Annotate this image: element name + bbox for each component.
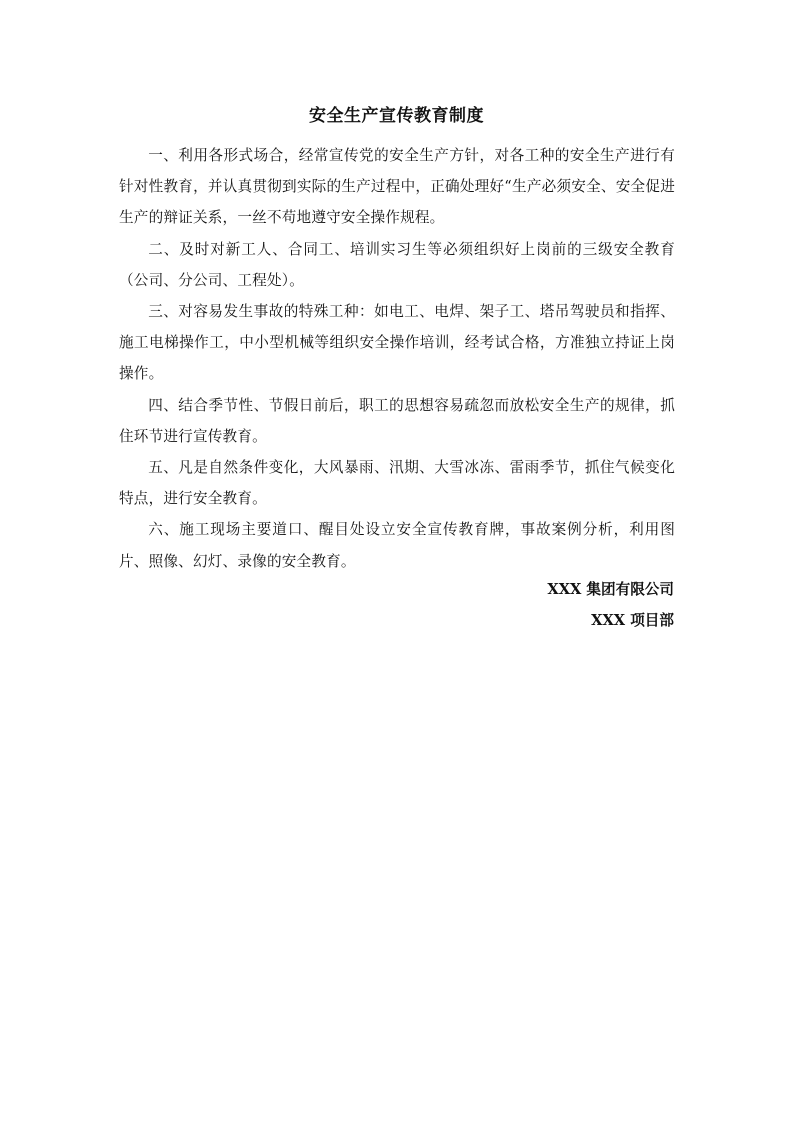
paragraph-2: 二、及时对新工人、合同工、培训实习生等必须组织好上岗前的三级安全教育（公司、分公司、工程处）。 — [119, 240, 675, 289]
paragraph-4: 四、结合季节性、节假日前后，职工的思想容易疏忽而放松安全生产的规律，抓住环节进行宣传教育。 — [119, 396, 675, 445]
document-title: 安全生产宣传教育制度 — [309, 106, 484, 126]
paragraph-6: 六、施工现场主要道口、醒目处设立安全宣传教育牌，事故案例分析，利用图片、照像、幻灯、录像的安全教育。 — [119, 521, 675, 570]
paragraph-1: 一、利用各形式场合，经常宣传党的安全生产方针，对各工种的安全生产进行有针对性教育，并认真贯彻到实际的生产过程中，正确处理好“生产必须安全、安全促进生产的辩证关系，一丝不苟地遵守安全操作规程。 — [119, 147, 675, 227]
paragraph-3: 三、对容易发生事故的特殊工种：如电工、电焊、架子工、塔吊驾驶员和指挥、施工电梯操作工，中小型机械等组织安全操作培训，经考试合格，方准独立持证上岗操作。 — [119, 303, 675, 383]
document-body — [119, 140, 675, 577]
signature-company: XXX 集团有限公司 — [547, 581, 674, 598]
signature-department: XXX 项目部 — [591, 612, 674, 629]
paragraph-5: 五、凡是自然条件变化，大风暴雨、汛期、大雪冰冻、雷雨季节，抓住气候变化特点，进行安全教育。 — [119, 459, 675, 508]
